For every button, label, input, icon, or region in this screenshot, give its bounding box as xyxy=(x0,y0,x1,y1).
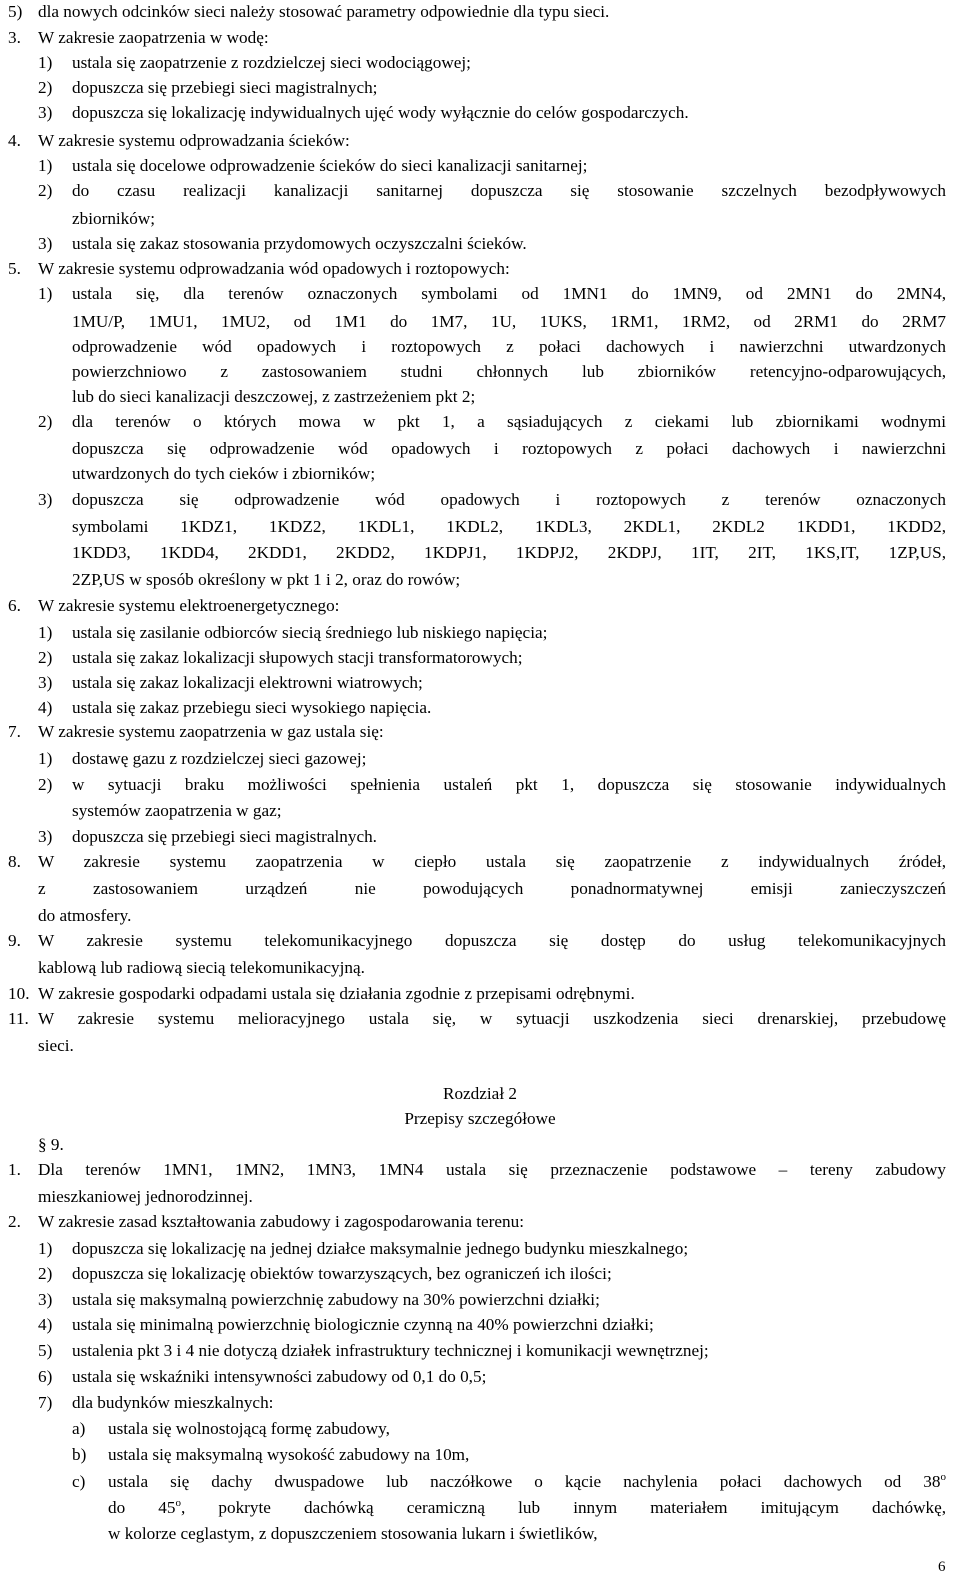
text-line xyxy=(72,104,689,121)
item-number: a) xyxy=(72,1419,86,1438)
item-number: 3) xyxy=(38,673,53,692)
item-number: 8. xyxy=(8,852,21,871)
line-text: dla nowych odcinków sieci należy stosować parametry odpowiednie dla typu sieci. xyxy=(38,2,610,21)
text-line xyxy=(38,723,384,740)
line-text: ustala się zakaz stosowania przydomowych oczyszczalni ścieków. xyxy=(72,234,527,253)
item-number: 4) xyxy=(38,1315,53,1334)
text-line xyxy=(72,235,527,252)
item-number: 9. xyxy=(8,931,21,950)
text-line xyxy=(72,1240,688,1257)
line-text: utwardzonych do tych cieków i zbiorników; xyxy=(72,464,376,483)
line-text: dopuszcza się lokalizację obiektów towarzyszących, bez ograniczeń ich ilości; xyxy=(72,1264,612,1283)
text-line xyxy=(108,1473,946,1490)
text-line xyxy=(72,1394,273,1411)
item-number: 5) xyxy=(8,2,23,21)
item-number: 5. xyxy=(8,259,21,278)
line-text: systemów zaopatrzenia w gaz; xyxy=(72,801,282,820)
line-text: ustala się zakaz lokalizacji elektrowni wiatrowych; xyxy=(72,673,423,692)
text-line xyxy=(72,157,587,174)
line-text: ustala się wskaźniki intensywności zabudowy od 0,1 do 0,5; xyxy=(72,1367,487,1386)
text-line xyxy=(38,1213,524,1230)
item-number: c) xyxy=(72,1472,86,1491)
line-text: z zastosowaniem urządzeń nie powodujących ponadnormatywnej emisji zanieczyszczeń xyxy=(38,879,946,898)
item-number: 2) xyxy=(38,78,53,97)
text-line xyxy=(72,750,366,767)
line-text: ustala się zakaz lokalizacji słupowych stacji transformatorowych; xyxy=(72,648,523,667)
line-text: symbolami 1KDZ1, 1KDZ2, 1KDL1, 1KDL2, 1KDL3, 2KDL1, 2KDL2 1KDD1, 1KDD2, xyxy=(72,517,946,536)
item-number: 7) xyxy=(38,1393,53,1412)
line-text: § 9. xyxy=(38,1135,64,1154)
line-text: W zakresie systemu odprowadzania ścieków: xyxy=(38,131,350,150)
text-line xyxy=(38,1136,64,1153)
item-number: 1) xyxy=(38,623,53,642)
line-text: mieszkaniowej jednorodzinnej. xyxy=(38,1187,253,1206)
line-text: kablową lub radiową siecią telekomunikacyjną. xyxy=(38,958,365,977)
text-line xyxy=(72,388,475,405)
item-number: 1) xyxy=(38,749,53,768)
line-text: dla budynków mieszkalnych: xyxy=(72,1393,274,1412)
line-text: dopuszcza się odprowadzenie wód opadowych i roztopowych z terenów oznaczonych xyxy=(72,490,946,509)
item-number: 7. xyxy=(8,722,21,741)
line-text: lub do sieci kanalizacji deszczowej, z zastrzeżeniem pkt 2; xyxy=(72,387,476,406)
line-text: do 45 xyxy=(108,1498,176,1517)
item-number: 2) xyxy=(38,412,53,431)
item-number: 2) xyxy=(38,648,53,667)
line-text: dopuszcza się odprowadzenie wód opadowych i roztopowych z połaci dachowych i nawierzchni xyxy=(72,439,946,458)
text-line xyxy=(72,182,946,199)
text-line xyxy=(72,54,471,71)
text-line xyxy=(72,285,946,302)
line-text: Rozdział 2 xyxy=(443,1084,517,1103)
text-line xyxy=(72,828,377,845)
line-text: ustala się maksymalną powierzchnię zabudowy na 30% powierzchni działki; xyxy=(72,1290,600,1309)
item-number: 3) xyxy=(38,1290,53,1309)
item-number: 1) xyxy=(38,1239,53,1258)
line-text: Przepisy szczegółowe xyxy=(404,1109,556,1128)
degree-superscript: o xyxy=(940,1471,946,1483)
line-text: 1KDD3, 1KDD4, 2KDD1, 2KDD2, 1KDPJ1, 1KDPJ2, 2KDPJ, 1IT, 2IT, 1KS,IT, 1ZP,US, xyxy=(72,543,946,562)
line-text: W zakresie zaopatrzenia w wodę: xyxy=(38,28,269,47)
line-text: W zakresie systemu elektroenergetycznego: xyxy=(38,596,340,615)
line-text: w sytuacji braku możliwości spełnienia ustaleń pkt 1, dopuszcza się stosowanie indywidualnych xyxy=(72,775,946,794)
text-line xyxy=(72,649,523,666)
text-line xyxy=(38,907,131,924)
line-text: 1MU/P, 1MU1, 1MU2, od 1M1 do 1M7, 1U, 1UKS, 1RM1, 1RM2, od 2RM1 do 2RM7 xyxy=(72,312,946,331)
text-line xyxy=(72,699,431,716)
line-text: w kolorze ceglastym, z dopuszczeniem stosowania lukarn i świetlików, xyxy=(108,1524,598,1543)
line-text: ustala się zasilanie odbiorców siecią średniego lub niskiego napięcia; xyxy=(72,623,548,642)
item-number: 2. xyxy=(8,1212,21,1231)
item-number: 2) xyxy=(38,1264,53,1283)
text-line xyxy=(72,210,155,227)
text-line xyxy=(72,338,946,355)
text-line xyxy=(38,985,635,1002)
text-line xyxy=(72,776,946,793)
item-number: 5) xyxy=(38,1341,53,1360)
text-line xyxy=(72,440,946,457)
text-line xyxy=(108,1525,598,1542)
item-number: 3) xyxy=(38,827,53,846)
line-text: ustala się dachy dwuspadowe lub naczółkowe o kącie nachylenia połaci dachowych od 38 xyxy=(108,1472,941,1491)
text-line xyxy=(38,3,609,20)
line-text: odprowadzenie wód opadowych i roztopowych z połaci dachowych i nawierzchni utwardzonych xyxy=(72,337,946,356)
item-number: 3) xyxy=(38,234,53,253)
item-number: 10. xyxy=(8,984,30,1003)
text-line xyxy=(72,413,946,430)
line-text: W zakresie systemu melioracyjnego ustala się, w sytuacji uszkodzenia sieci drenarskiej, przebudowę xyxy=(38,1009,946,1028)
text-line xyxy=(38,1010,946,1027)
line-text: dopuszcza się przebiegi sieci magistralnych; xyxy=(72,78,378,97)
line-text-continued: , pokryte dachówką ceramiczną lub innym materiałem imitującym dachówkę, xyxy=(180,1498,946,1517)
item-number: 1. xyxy=(8,1160,21,1179)
line-text: dopuszcza się przebiegi sieci magistralnych. xyxy=(72,827,377,846)
line-text: ustalenia pkt 3 i 4 nie dotyczą działek infrastruktury technicznej i komunikacji wewnętrznej; xyxy=(72,1341,709,1360)
text-line xyxy=(38,880,946,897)
line-text: Dla terenów 1MN1, 1MN2, 1MN3, 1MN4 ustala się przeznaczenie podstawowe – tereny zabudowy xyxy=(38,1160,946,1179)
section-heading xyxy=(0,1110,960,1127)
line-text: ustala się, dla terenów oznaczonych symbolami od 1MN1 do 1MN9, od 2MN1 do 2MN4, xyxy=(72,284,946,303)
text-line xyxy=(72,674,423,691)
degree-superscript: o xyxy=(175,1497,181,1509)
text-line xyxy=(72,1316,654,1333)
item-number: 6) xyxy=(38,1367,53,1386)
line-text: W zakresie systemu telekomunikacyjnego dopuszcza się dostęp do usług telekomunikacyjnych xyxy=(38,931,946,950)
item-number: 2) xyxy=(38,181,53,200)
line-text: ustala się docelowe odprowadzenie ścieków do sieci kanalizacji sanitarnej; xyxy=(72,156,588,175)
text-line xyxy=(108,1446,469,1463)
line-text: do atmosfery. xyxy=(38,906,132,925)
item-number: 1) xyxy=(38,53,53,72)
item-number: 6. xyxy=(8,596,21,615)
text-line xyxy=(38,959,365,976)
line-text: dostawę gazu z rozdzielczej sieci gazowej; xyxy=(72,749,367,768)
line-text: W zakresie zasad kształtowania zabudowy i zagospodarowania terenu: xyxy=(38,1212,524,1231)
text-line xyxy=(108,1420,390,1437)
line-text: W zakresie systemu odprowadzania wód opadowych i roztopowych: xyxy=(38,259,510,278)
text-line xyxy=(72,518,946,535)
text-line xyxy=(38,29,269,46)
item-number: 4) xyxy=(38,698,53,717)
text-line xyxy=(38,853,946,870)
item-number: b) xyxy=(72,1445,87,1464)
line-text: W zakresie systemu zaopatrzenia w gaz ustala się: xyxy=(38,722,384,741)
text-line xyxy=(38,1161,946,1178)
line-text: do czasu realizacji kanalizacji sanitarnej dopuszcza się stosowanie szczelnych bezodpływowych xyxy=(72,181,946,200)
line-text: dla terenów o których mowa w pkt 1, a sąsiadujących z ciekami lub zbiornikami wodnymi xyxy=(72,412,946,431)
text-line xyxy=(72,79,377,96)
line-text: dopuszcza się lokalizację na jednej działce maksymalnie jednego budynku mieszkalnego; xyxy=(72,1239,689,1258)
text-line xyxy=(72,491,946,508)
item-number: 1) xyxy=(38,284,53,303)
line-text: ustala się zakaz przebiegu sieci wysokiego napięcia. xyxy=(72,698,432,717)
line-text: ustala się zaopatrzenie z rozdzielczej sieci wodociągowej; xyxy=(72,53,471,72)
text-line xyxy=(72,1291,600,1308)
text-line xyxy=(72,802,282,819)
text-line xyxy=(72,1342,709,1359)
line-text: W zakresie systemu zaopatrzenia w ciepło ustala się zaopatrzenie z indywidualnych źródeł, xyxy=(38,852,946,871)
item-number: 11. xyxy=(8,1009,29,1028)
item-number: 3) xyxy=(38,103,53,122)
text-line xyxy=(72,571,460,588)
section-heading xyxy=(0,1085,960,1102)
text-line xyxy=(72,624,547,641)
text-line xyxy=(108,1499,946,1516)
text-line xyxy=(38,932,946,949)
line-text: dopuszcza się lokalizację indywidualnych ujęć wody wyłącznie do celów gospodarczych. xyxy=(72,103,689,122)
text-line xyxy=(72,465,375,482)
text-line xyxy=(72,363,946,380)
item-number: 3) xyxy=(38,490,53,509)
item-number: 2) xyxy=(38,775,53,794)
text-line xyxy=(72,1265,612,1282)
page-number: 6 xyxy=(938,1559,946,1575)
line-text: W zakresie gospodarki odpadami ustala się działania zgodnie z przepisami odrębnymi. xyxy=(38,984,635,1003)
text-line xyxy=(72,544,946,561)
text-line xyxy=(38,1188,253,1205)
line-text: ustala się maksymalną wysokość zabudowy na 10m, xyxy=(108,1445,470,1464)
line-text: sieci. xyxy=(38,1036,74,1055)
text-line xyxy=(38,597,339,614)
item-number: 1) xyxy=(38,156,53,175)
line-text: powierzchniowo z zastosowaniem studni chłonnych lub zbiorników retencyjno-odparowujących, xyxy=(72,362,946,381)
text-line xyxy=(38,260,510,277)
text-line xyxy=(38,1037,74,1054)
line-text: zbiorników; xyxy=(72,209,156,228)
line-text: 2ZP,US w sposób określony w pkt 1 i 2, oraz do rowów; xyxy=(72,570,461,589)
text-line xyxy=(72,1368,486,1385)
text-line xyxy=(72,313,946,330)
line-text: ustala się minimalną powierzchnię biologicznie czynną na 40% powierzchni działki; xyxy=(72,1315,654,1334)
item-number: 3. xyxy=(8,28,21,47)
item-number: 4. xyxy=(8,131,21,150)
line-text: ustala się wolnostojącą formę zabudowy, xyxy=(108,1419,390,1438)
text-line xyxy=(38,132,350,149)
